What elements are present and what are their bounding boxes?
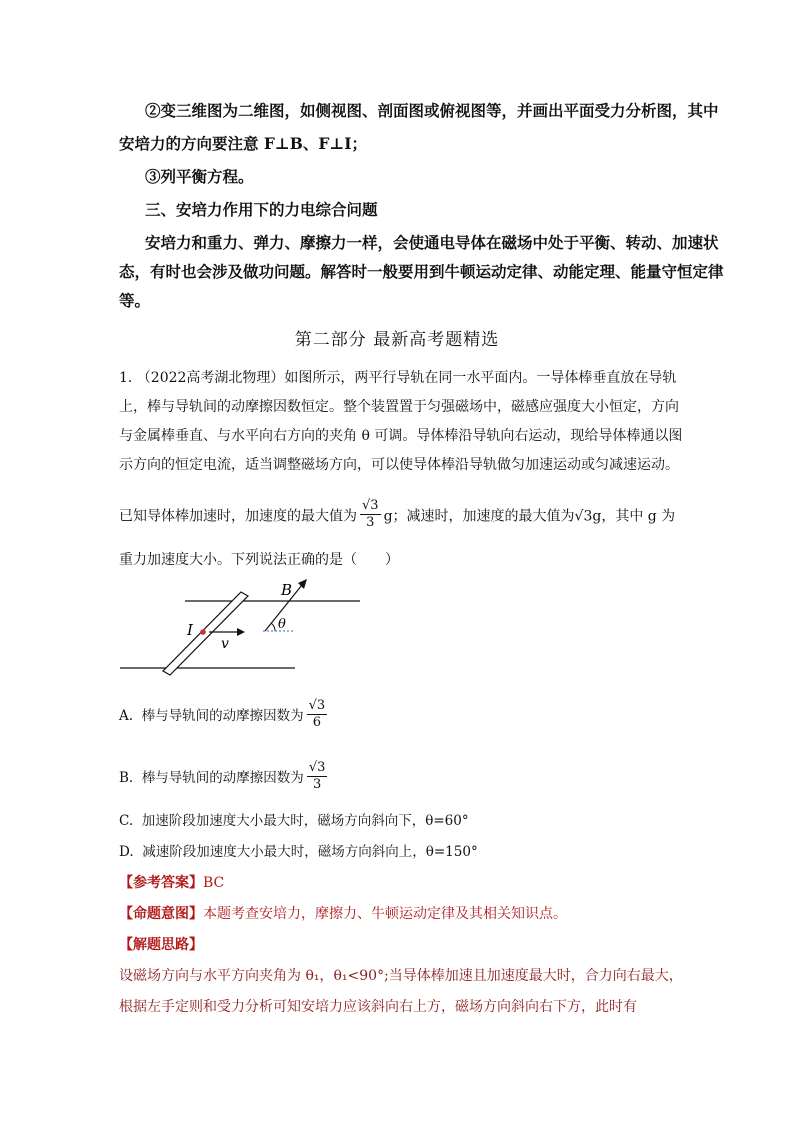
rail-diagram: [115, 577, 375, 677]
option-a-letter: A.: [119, 708, 134, 724]
current-marker: [200, 629, 206, 635]
option-a: [119, 700, 330, 733]
analysis-label: 【解题思路】: [119, 937, 203, 953]
paragraph-lorentz-line3: 等。: [119, 291, 151, 310]
section-heading-3: 三、安培力作用下的力电综合问题: [145, 200, 378, 219]
option-d-letter: D.: [119, 844, 134, 860]
label-velocity: v: [221, 636, 229, 652]
option-b-text: 棒与导轨间的动摩擦因数为: [141, 770, 304, 786]
fraction-sqrt3-over-3: $\frac{√3}{3}$: [362, 498, 379, 530]
option-b: [119, 762, 330, 795]
label-current: I: [187, 621, 193, 639]
analysis-line-2: 根据左手定则和受力分析可知安培力应该斜向右上方，磁场方向斜向右下方，此时有: [119, 999, 637, 1015]
question-line-5-part-c: g，其中 g 为: [592, 508, 676, 525]
question-line-3: 与金属棒垂直、与水平向右方向的夹角 θ 可调。导体棒沿导轨向右运动，现给导体棒通以图: [119, 428, 683, 444]
option-d-text: 减速阶段加速度大小最大时，磁场方向斜向上，θ=150°: [142, 844, 478, 860]
question-line-2: 上，棒与导轨间的动摩擦因数恒定。整个装置置于匀强磁场中，磁感应强度大小恒定，方向: [119, 399, 679, 415]
sqrt3-value: √3: [574, 508, 593, 525]
option-d: [119, 842, 478, 862]
question-line-5-part-b: g；减速时，加速度的最大值为: [383, 508, 575, 525]
option-a-fraction: $\frac{√3}{6}$: [308, 698, 326, 730]
theta-arc: [271, 623, 275, 631]
velocity-arrowhead: [237, 628, 245, 636]
question-line-4: 示方向的恒定电流，适当调整磁场方向，可以使导体棒沿导轨做匀加速运动或匀减速运动。: [119, 457, 679, 473]
section-title: 第二部分 最新高考题精选: [294, 330, 500, 350]
option-c-text: 加速阶段加速度大小最大时，磁场方向斜向下，θ=60°: [141, 813, 469, 829]
reference-answer-value: BC: [203, 875, 225, 891]
conductor-rod: [163, 592, 248, 675]
reference-answer-label: 【参考答案】: [119, 875, 203, 891]
option-c-letter: C.: [119, 813, 134, 829]
question-intent-label: 【命题意图】: [119, 906, 203, 922]
question-line-6: 重力加速度大小。下列说法正确的是（ ）: [119, 552, 399, 568]
question-intent: [119, 904, 567, 924]
paragraph-step3: ③列平衡方程。: [145, 167, 254, 186]
option-a-text: 棒与导轨间的动摩擦因数为: [141, 708, 304, 724]
paragraph-step2-line1: ②变三维图为二维图，如侧视图、剖面图或俯视图等，并画出平面受力分析图，其中: [145, 101, 719, 120]
paragraph-step2-line2: 安培力的方向要注意 F⊥B、F⊥I；: [119, 134, 368, 153]
option-b-fraction: $\frac{√3}{3}$: [308, 760, 326, 792]
question-line-1: 1. （2022高考湖北物理）如图所示，两平行导轨在同一水平面内。一导体棒垂直放在导轨: [119, 370, 677, 386]
analysis-line-1: 设磁场方向与水平方向夹角为 θ₁，θ₁<90°;当导体棒加速且加速度最大时，合力向右最大，: [119, 968, 683, 984]
label-b-field: B: [281, 581, 293, 599]
question-line-5-part-a: 已知导体棒加速时，加速度的最大值为: [119, 508, 357, 525]
question-line-5: [119, 500, 675, 533]
paragraph-lorentz-line2: 态，有时也会涉及做功问题。解答时一般要用到牛顿运动定律、动能定理、能量守恒定律: [119, 262, 724, 281]
option-b-letter: B.: [119, 770, 134, 786]
label-theta: θ: [278, 617, 286, 632]
paragraph-lorentz-line1: 安培力和重力、弹力、摩擦力一样，会使通电导体在磁场中处于平衡、转动、加速状: [145, 233, 719, 252]
reference-answer: [119, 873, 224, 893]
option-c: [119, 811, 469, 831]
question-intent-text: 本题考查安培力，摩擦力、牛顿运动定律及其相关知识点。: [203, 906, 567, 922]
